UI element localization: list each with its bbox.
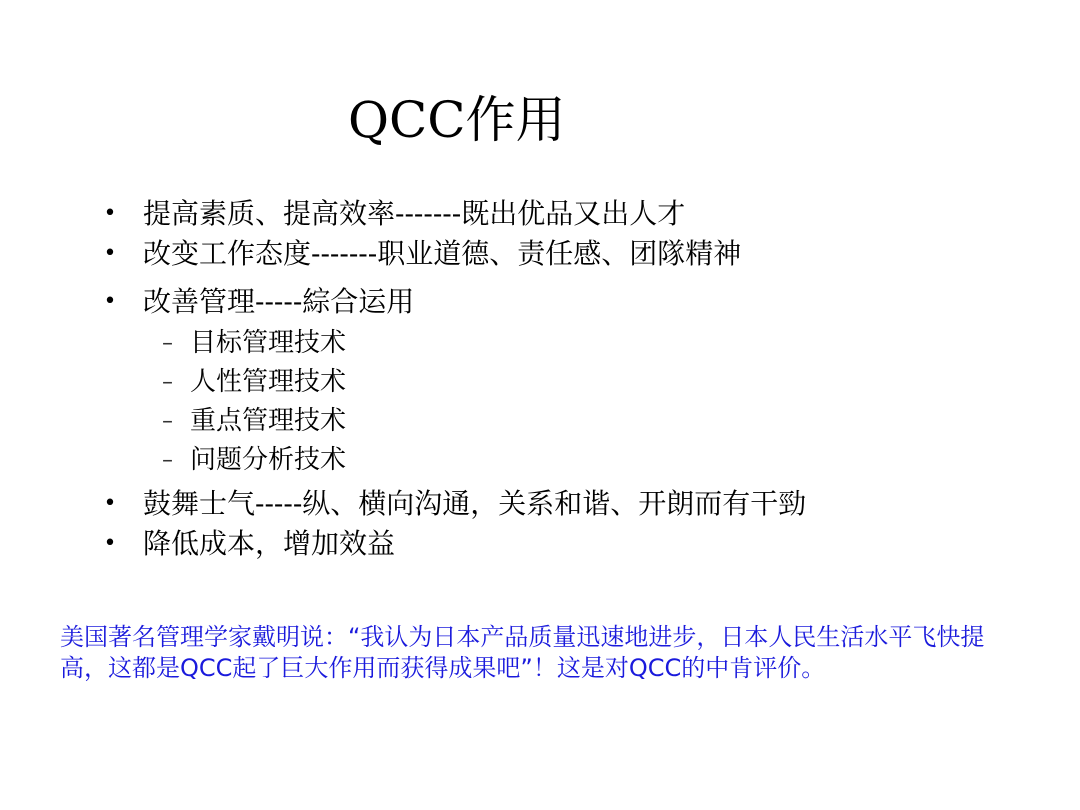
sub-bullet-list <box>100 324 1060 480</box>
bullet-item <box>100 484 1060 524</box>
dash-icon: – <box>162 331 173 356</box>
bullet-list <box>100 194 1060 564</box>
bullet-icon: • <box>103 531 117 556</box>
bullet-text: 提高素质、提高效率-------既出优品又出人才 <box>143 197 686 230</box>
bullet-item <box>100 282 1060 322</box>
sub-bullet-item <box>100 363 1060 402</box>
sub-bullet-item <box>100 324 1060 363</box>
dash-icon: – <box>162 448 173 473</box>
dash-icon: – <box>162 370 173 395</box>
bullet-item <box>100 234 1060 274</box>
sub-bullet-text: 目标管理技术 <box>190 328 347 358</box>
bullet-icon: • <box>103 289 117 314</box>
bullet-icon: • <box>103 201 117 226</box>
bullet-text: 鼓舞士气-----纵、横向沟通，关系和谐、开朗而有干勁 <box>143 487 807 520</box>
quote-paragraph: 美国著名管理学家戴明说：“我认为日本产品质量迅速地进步，日本人民生活水平飞快提高，这都是QCC起了巨大作用而获得成果吧”！这是对QCC的中肯评价。 <box>60 623 985 682</box>
sub-bullet-text: 重点管理技术 <box>190 406 347 436</box>
sub-bullet-item <box>100 441 1060 480</box>
bullet-text: 改善管理-----綜合运用 <box>143 285 415 318</box>
sub-bullet-text: 问题分析技术 <box>190 445 347 475</box>
bullet-icon: • <box>103 241 117 266</box>
bullet-text: 降低成本，增加效益 <box>143 527 396 560</box>
bullet-item <box>100 524 1060 564</box>
dash-icon: – <box>162 409 173 434</box>
sub-bullet-group <box>100 324 1060 480</box>
slide-title: QCC作用 <box>348 91 566 149</box>
bullet-icon: • <box>103 491 117 516</box>
sub-bullet-item <box>100 402 1060 441</box>
sub-bullet-text: 人性管理技术 <box>190 367 347 397</box>
bullet-text: 改变工作态度-------职业道德、责任感、团隊精神 <box>143 237 742 270</box>
bullet-item <box>100 194 1060 234</box>
